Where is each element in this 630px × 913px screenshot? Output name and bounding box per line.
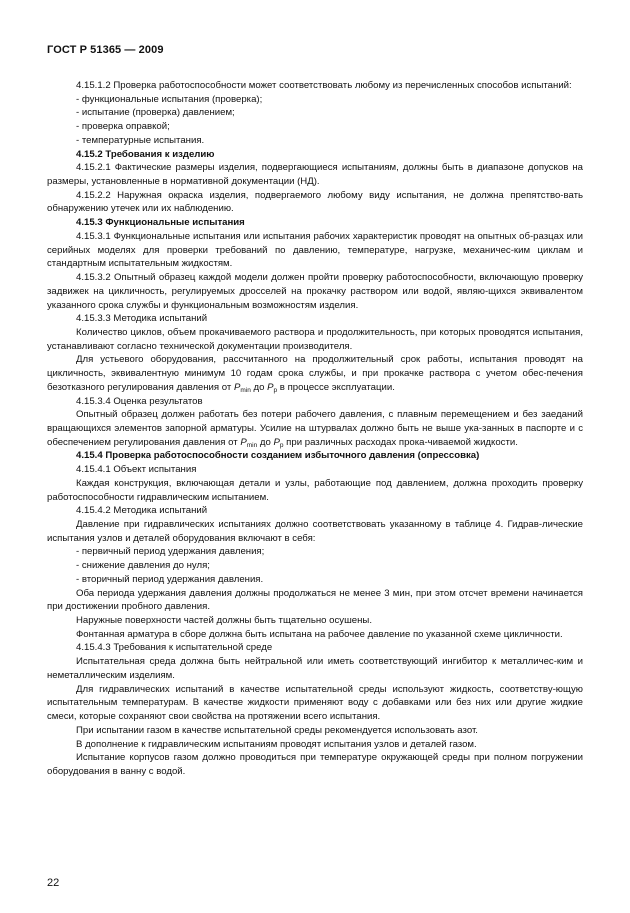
list-item: - первичный период удержания давления; xyxy=(76,546,265,558)
paragraph: При испытании газом в качестве испытательной среды рекомендуется использовать азот. xyxy=(76,724,478,736)
paragraph: Для гидравлических испытаний в качестве испытательной среды используют жидкость, соответству-ющую испытательным температурам. В качестве жидкости применяют воду с добавками или без них или другие жидкие смеси, которые сохраняют свои свойства на протяжении всего испытания. xyxy=(47,683,583,723)
pressure-min-symbol: $P_{min}$ xyxy=(240,436,258,449)
list-item: - проверка оправкой; xyxy=(76,121,170,133)
document-body xyxy=(47,79,583,779)
list-item: - вторичный период удержания давления. xyxy=(76,573,264,585)
list-item: - функциональные испытания (проверка); xyxy=(76,93,263,105)
subsection-heading: 4.15.4.3 Требования к испытательной среде xyxy=(76,642,273,654)
section-heading: 4.15.4 Проверка работоспособности созданием избыточного давления (опрессовка) xyxy=(76,450,480,462)
paragraph: Испытание корпусов газом должно проводиться при температуре окружающей среды при полном погружении оборудования в ванну с водой. xyxy=(47,752,583,777)
subsection-heading: 4.15.3.4 Оценка результатов xyxy=(76,395,203,407)
paragraph: В дополнение к гидравлическим испытаниям проводят испытания узлов и деталей газом. xyxy=(76,738,477,750)
section-heading: 4.15.3 Функциональные испытания xyxy=(76,217,245,229)
paragraph: Количество циклов, объем прокачиваемого раствора и продолжительность, при которых проводятся испытания, устанавливают согласно технической документации производителя. xyxy=(47,326,583,352)
paragraph: Давление при гидравлических испытаниях должно соответствовать указанному в таблице 4. Гидрав-лические испытания узлов и деталей оборудования включают в себя: xyxy=(47,519,583,544)
subsection-heading: 4.15.4.1 Объект испытания xyxy=(76,464,197,476)
paragraph: Оба периода удержания давления должны продолжаться не менее 3 мин, при этом отсчет времени начинается при достижении пробного давления. xyxy=(47,587,583,613)
paragraph-with-formula: Опытный образец должен работать без потери рабочего давления, с плавным перемещением и без заеданий вращающихся элементов запорной арматуры. Усилие на штурвалах должно быть не выше ука-занных в паспорте и с обеспечением регулирования давления от $P_{min}$ до $P_p$ при различных расходах прока-чиваемой жидкости. xyxy=(47,409,583,449)
page-number: 22 xyxy=(47,877,60,889)
paragraph: 4.15.3.2 Опытный образец каждой модели должен пройти проверку работоспособности, включающую проверку задвижек на цикличность, регулируемых дросселей на прокачку раствором или водой, являю-щихся эквивалентом указанного срока службы и функциональным возможностям изделия. xyxy=(47,272,583,311)
list-item: - испытание (проверка) давлением; xyxy=(76,107,235,119)
subsection-heading: 4.15.4.2 Методика испытаний xyxy=(76,505,208,517)
section-heading: 4.15.2 Требования к изделию xyxy=(76,148,215,160)
paragraph: 4.15.2.2 Наружная окраска изделия, подвергаемого любому виду испытания, не должна препятство-вать обнаружению утечек или их наблюдению. xyxy=(47,189,583,215)
pressure-min-symbol: $P_{min}$ xyxy=(233,381,251,394)
paragraph: Испытательная среда должна быть нейтральной или иметь соответствующий ингибитор к металличес-ким и неметаллическим изделиям. xyxy=(47,656,583,681)
pressure-working-symbol: $P_p$ xyxy=(273,436,284,449)
standard-header: ГОСТ Р 51365 — 2009 xyxy=(47,44,164,56)
list-item: - снижение давления до нуля; xyxy=(76,560,210,572)
paragraph: Наружные поверхности частей должны быть тщательно осушены. xyxy=(76,615,372,627)
paragraph-with-formula: Для устьевого оборудования, рассчитанного на продолжительный срок работы, испытания проводят на цикличность, эквивалентную минимум 10 годам срока службы, и при прокачке раствора с учетом обес-печения безотказного регулирования давления от $P_{min}$ до $P_p$ в процессе эксплуатации. xyxy=(47,354,583,394)
list-item: - температурные испытания. xyxy=(76,134,205,146)
paragraph: 4.15.3.1 Функциональные испытания или испытания рабочих характеристик проводят на опытных об-разцах или серийных моделях для проверки требований по давлению, температуре, нагрузке, механичес-ким циклам и стандартным испытательным жидкостям. xyxy=(47,230,583,270)
paragraph: Фонтанная арматура в сборе должна быть испытана на рабочее давление по указанной схеме цикличности. xyxy=(76,628,563,640)
paragraph: Каждая конструкция, включающая детали и узлы, работающие под давлением, должна проходить проверку работоспособности гидравлическим испытанием. xyxy=(47,477,583,503)
paragraph: 4.15.2.1 Фактические размеры изделия, подвергающиеся испытаниям, должны быть в диапазоне допусков на размеры, установленные в нормативной документации (НД). xyxy=(47,162,583,188)
subsection-heading: 4.15.3.3 Методика испытаний xyxy=(76,313,208,325)
pressure-working-symbol: $P_p$ xyxy=(267,381,278,394)
paragraph: 4.15.1.2 Проверка работоспособности может соответствовать любому из перечисленных способов испытаний: xyxy=(76,80,572,91)
